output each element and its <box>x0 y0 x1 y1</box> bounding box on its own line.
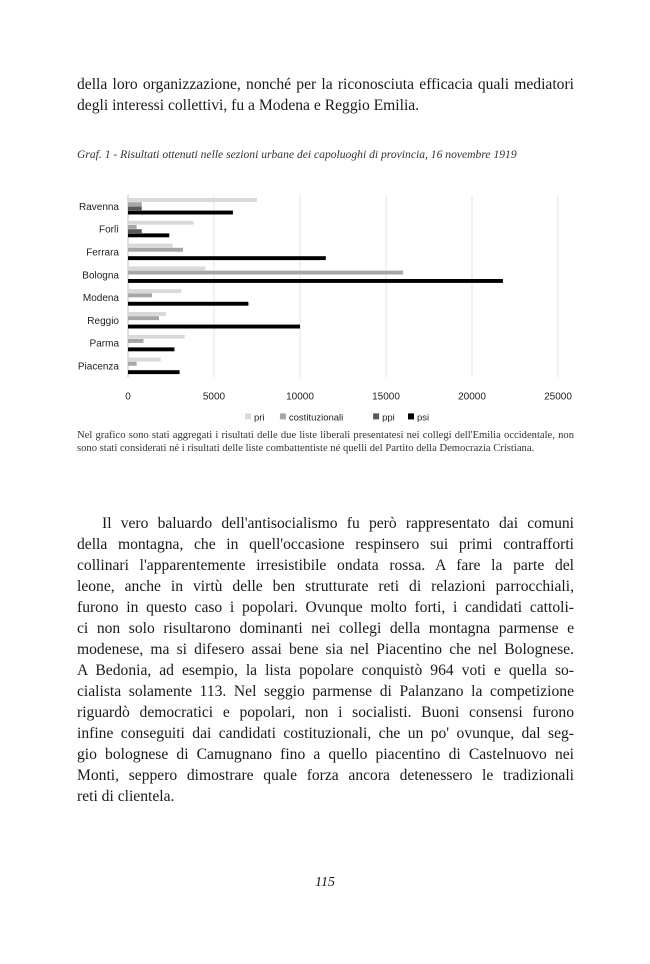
x-tick-label: 25000 <box>544 391 572 403</box>
bar-costituzionali-7 <box>128 362 137 366</box>
bar-psi-3 <box>128 279 503 283</box>
x-tick-label: 5000 <box>202 391 226 403</box>
legend-label: psi <box>417 412 430 422</box>
body-line: della montagna, che in quell'occasione respinsero sui primi contrafforti <box>77 536 574 553</box>
bar-ppi-0 <box>128 206 142 210</box>
bar-pri-0 <box>128 198 257 202</box>
bar-costituzionali-0 <box>128 202 142 206</box>
body-line: gio bolognese di Camugnano fino a quello piacentino di Castelnuovo nei <box>77 746 574 763</box>
category-label: Piacenza <box>77 361 119 373</box>
bar-pri-7 <box>128 358 161 362</box>
body-line: Monti, seppero dimostrare quale forza ancora detenessero le tradizionali <box>77 767 574 784</box>
bar-psi-5 <box>128 325 300 329</box>
bar-chart <box>60 186 590 422</box>
bar-psi-7 <box>128 370 180 374</box>
x-tick-label: 0 <box>125 391 131 403</box>
body-line: cialista solamente 113. Nel seggio parmense di Palanzano la competizione <box>77 683 574 700</box>
bar-pri-3 <box>128 266 205 270</box>
body-line: modenese, ma si difesero assai bene sia nel Piacentino che nel Bolognese. <box>77 641 574 658</box>
legend-swatch-pri <box>245 413 251 419</box>
category-label: Bologna <box>82 270 119 282</box>
category-label: Reggio <box>87 315 119 327</box>
body-line: ci non solo risultarono dominanti nei collegi della montagna parmense e <box>77 620 574 637</box>
top-paragraph: della loro organizzazione, nonché per la riconosciuta efficacia quali mediatori degli interessi collettivi, fu a Modena e Reggio Emilia. <box>77 76 574 114</box>
bar-pri-4 <box>128 289 181 293</box>
figure-note: Nel grafico sono stati aggregati i risultati delle due liste liberali presentatesi nei collegi dell'Emilia occidentale, non sono stati considerati né i risultati delle liste combattentiste né quelli del Partito della Democrazia Cristiana. <box>77 430 574 454</box>
bar-pri-5 <box>128 312 166 316</box>
figure-caption: Graf. 1 - Risultati ottenuti nelle sezioni urbane dei capoluoghi di provincia, 16 novembre 1919 <box>77 148 517 161</box>
x-tick-label: 20000 <box>458 391 486 403</box>
page-number: 115 <box>315 875 335 890</box>
category-label: Ferrara <box>86 247 119 259</box>
body-line: reti di clientela. <box>77 788 175 805</box>
bar-pri-2 <box>128 244 173 248</box>
legend-label: pri <box>254 412 265 422</box>
legend-label: ppi <box>382 412 395 422</box>
bar-costituzionali-6 <box>128 339 143 343</box>
bar-costituzionali-5 <box>128 316 159 320</box>
body-line: Il vero baluardo dell'antisocialismo fu però rappresentato dai comuni <box>102 515 574 532</box>
body-line: A Bedonia, ad esempio, la lista popolare conquistò 964 voti e quella so- <box>77 662 574 679</box>
bar-psi-6 <box>128 347 174 351</box>
body-line: leone, anche in virtù delle ben strutturate reti di relazioni parrocchiali, <box>77 578 574 595</box>
bar-psi-1 <box>128 233 169 237</box>
bar-psi-2 <box>128 256 326 260</box>
bar-costituzionali-2 <box>128 248 183 252</box>
legend-swatch-ppi <box>373 413 379 419</box>
body-line: riguardò democratici e popolari, non i socialisti. Buoni consensi furono <box>77 704 574 721</box>
category-label: Parma <box>89 338 119 350</box>
bar-costituzionali-1 <box>128 225 137 229</box>
bar-costituzionali-4 <box>128 293 152 297</box>
bar-psi-4 <box>128 302 248 306</box>
category-label: Forlì <box>99 224 119 236</box>
category-label: Modena <box>82 293 119 305</box>
body-line: furono in questo caso i popolari. Ovunque molto forti, i candidati cattoli- <box>77 599 574 616</box>
body-line: collinari l'apparentemente irresistibile ondata rossa. A fare la parte del <box>77 557 574 574</box>
bar-ppi-1 <box>128 229 142 233</box>
x-tick-label: 10000 <box>286 391 314 403</box>
category-label: Ravenna <box>78 201 119 213</box>
legend-swatch-costituzionali <box>280 413 286 419</box>
legend-swatch-psi <box>408 413 414 419</box>
body-paragraph <box>77 513 574 807</box>
body-line: infine conseguiti dai candidati costituzionali, che un po' ovunque, dal seg- <box>77 725 574 742</box>
legend-label: costituzionali <box>288 412 344 422</box>
bar-psi-0 <box>128 211 233 215</box>
x-tick-label: 15000 <box>372 391 400 403</box>
bar-costituzionali-3 <box>128 271 403 275</box>
bar-pri-6 <box>128 335 185 339</box>
bar-pri-1 <box>128 221 193 225</box>
